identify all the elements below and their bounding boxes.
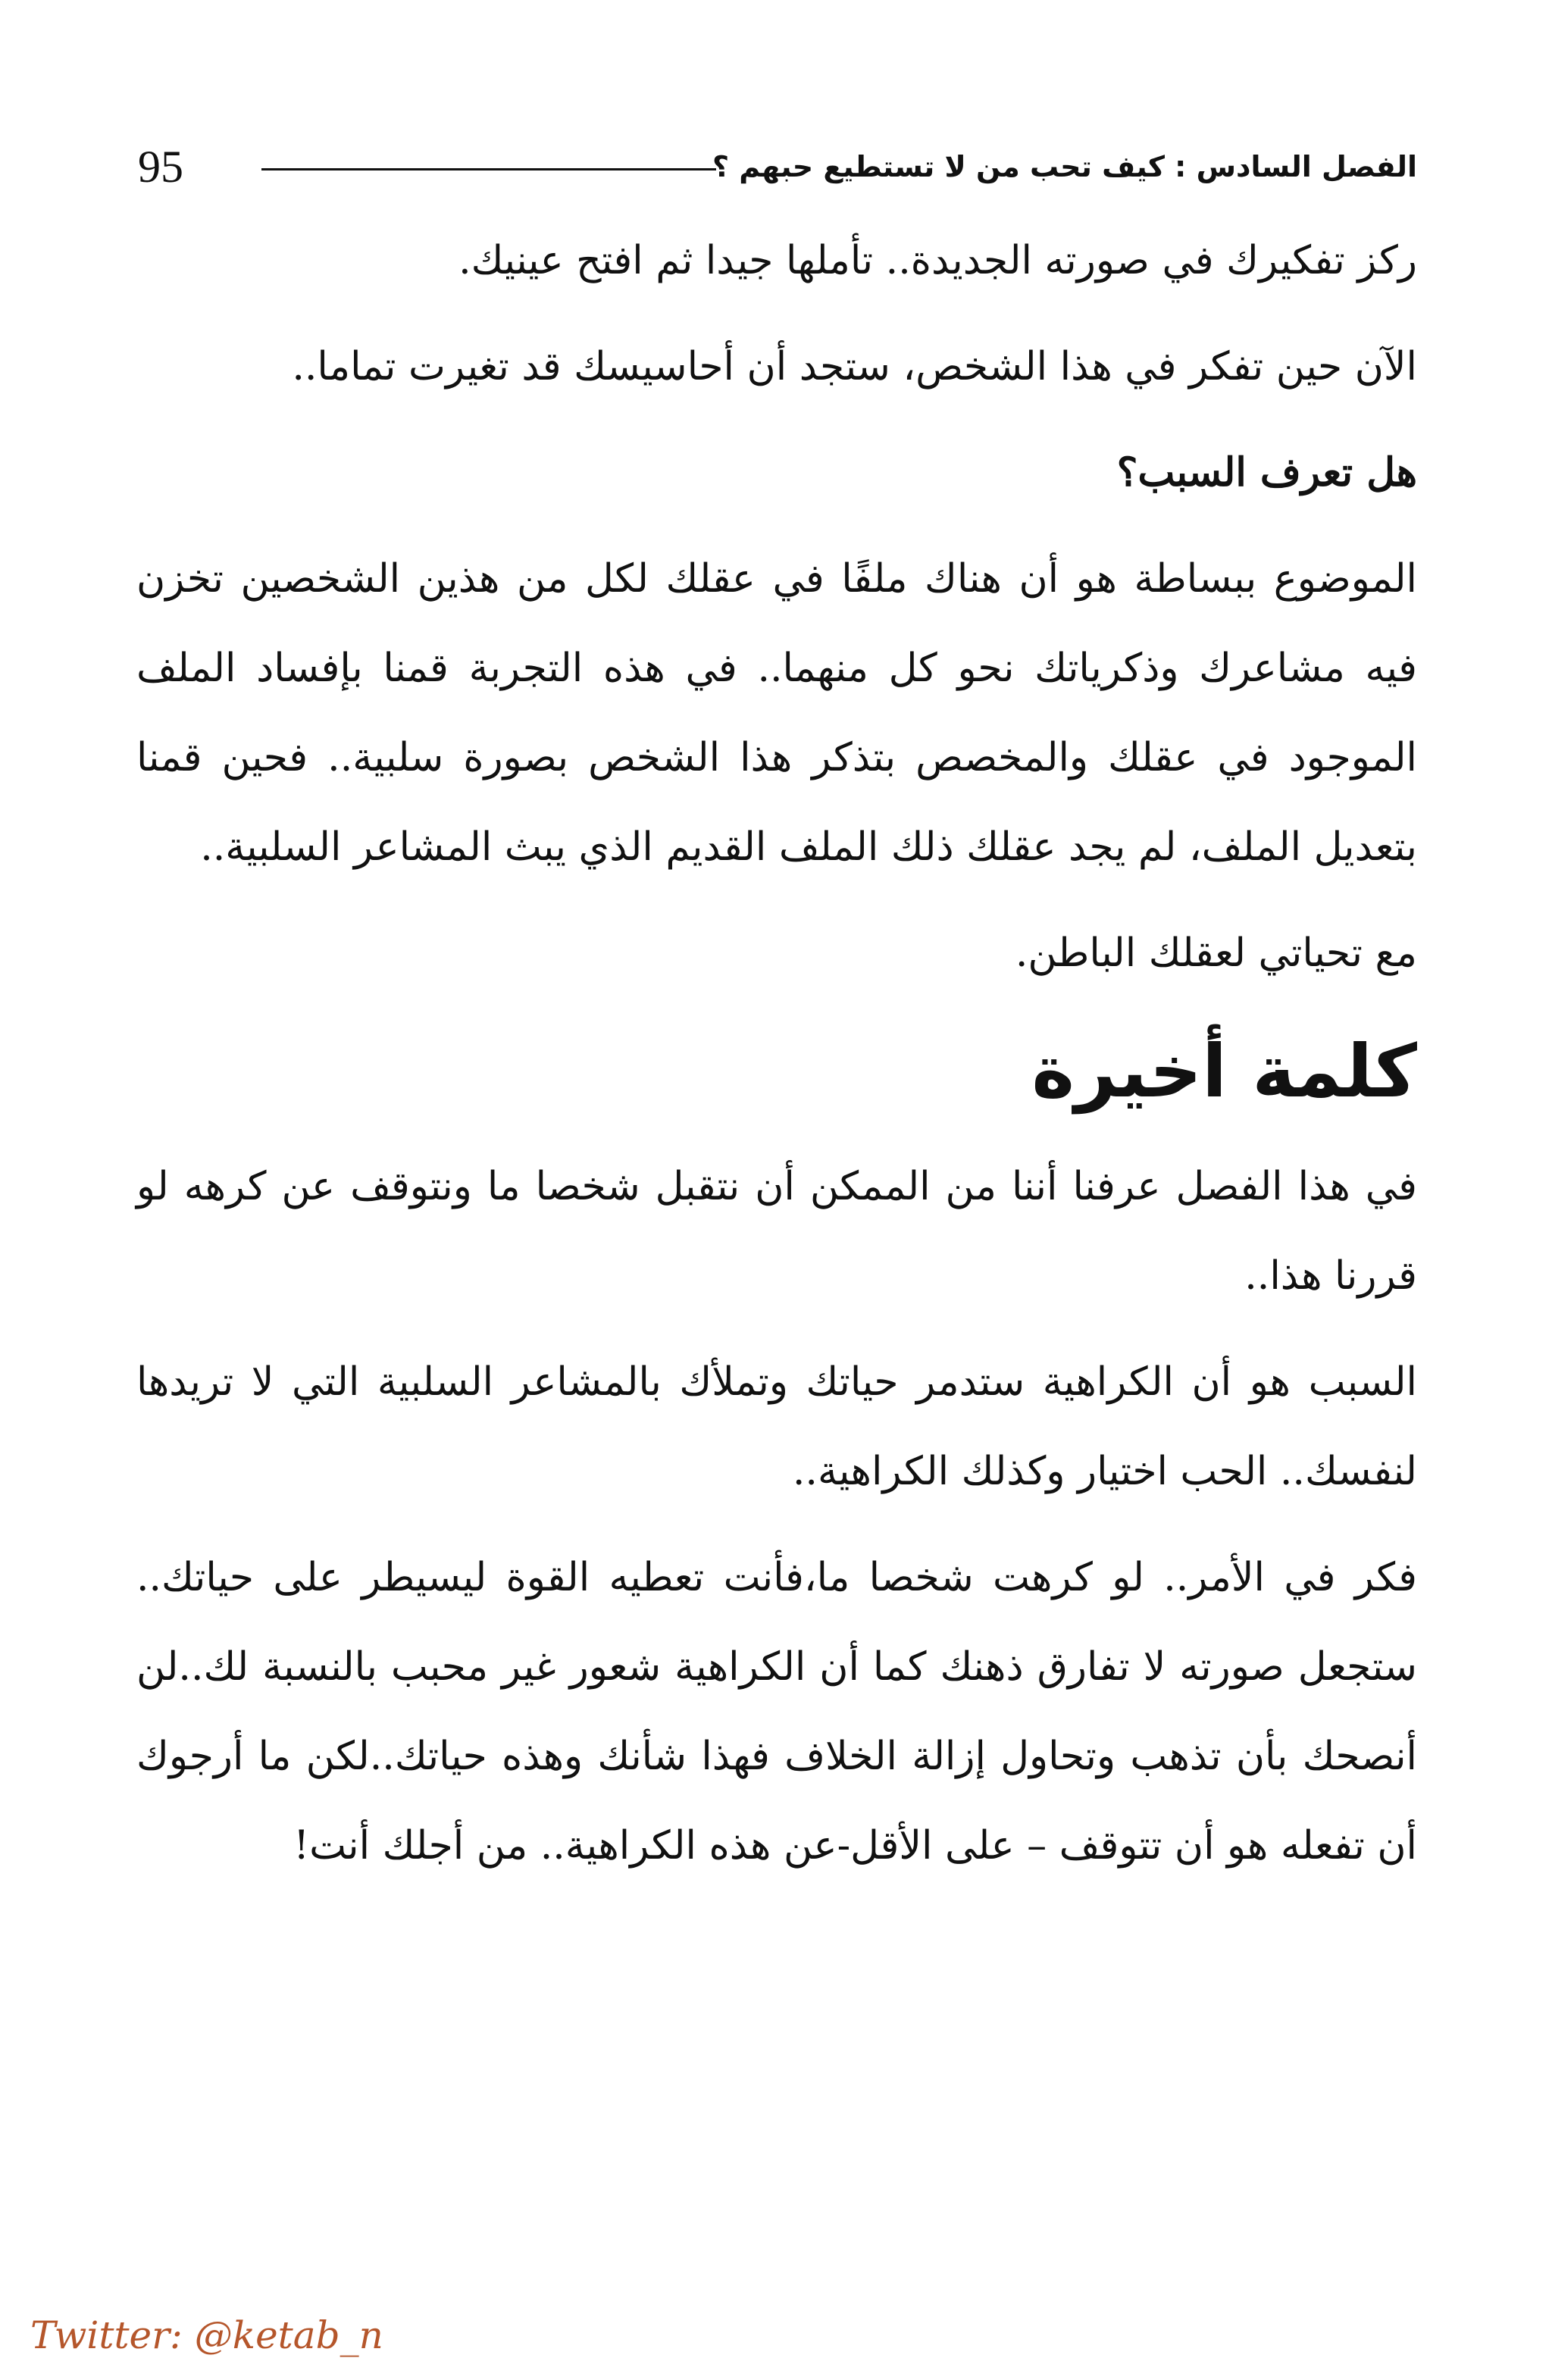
- paragraph: الآن حين تفكر في هذا الشخص، ستجد أن أحاسيسك قد تغيرت تماما..: [292, 344, 1417, 389]
- section-heading: كلمة أخيرة: [1031, 1029, 1417, 1114]
- paragraph: مع تحياتي لعقلك الباطن.: [1015, 930, 1417, 976]
- paragraph: الموضوع ببساطة هو أن هناك ملفًا في عقلك لكل من هذين الشخصين تخزن فيه مشاعرك وذكرياتك نحو كل منهما.. في هذه التجربة قمنا بإفساد الملف الموجود في عقلك والمخصص بتذكر هذا الشخص بصورة سلبية.. فحين قمنا بتعديل الملف، لم يجد عقلك ذلك الملف القديم الذي يبث المشاعر السلبية..: [136, 556, 1418, 870]
- page-body: [136, 216, 1417, 1907]
- paragraph: ركز تفكيرك في صورته الجديدة.. تأملها جيدا ثم افتح عينيك.: [458, 238, 1417, 283]
- question-subheading: هل تعرف السبب؟: [1116, 449, 1417, 496]
- running-header: [129, 129, 1417, 205]
- paragraph: في هذا الفصل عرفنا أننا من الممكن أن نتقبل شخصا ما ونتوقف عن كرهه لو قررنا هذا..: [136, 1164, 1417, 1299]
- header-rule: [261, 168, 716, 170]
- page-number: 95: [138, 142, 183, 192]
- paragraph: السبب هو أن الكراهية ستدمر حياتك وتملأك بالمشاعر السلبية التي لا تريدها لنفسك.. الحب اختيار وكذلك الكراهية..: [136, 1359, 1417, 1494]
- chapter-title: الفصل السادس : كيف تحب من لا تستطيع حبهم ؟: [712, 150, 1417, 183]
- paragraph: فكر في الأمر.. لو كرهت شخصا ما،فأنت تعطيه القوة ليسيطر على حياتك.. ستجعل صورته لا تفارق ذهنك كما أن الكراهية شعور غير محبب بالنسبة لك..لن أنصحك بأن تذهب وتحاول إزالة الخلاف فهذا شأنك وهذه حياتك..لكن ما أرجوك أن تفعله هو أن تتوقف – على الأقل-عن هذه الكراهية.. من أجلك أنت!: [136, 1555, 1418, 1869]
- twitter-watermark: Twitter: @ketab_n: [30, 2313, 383, 2357]
